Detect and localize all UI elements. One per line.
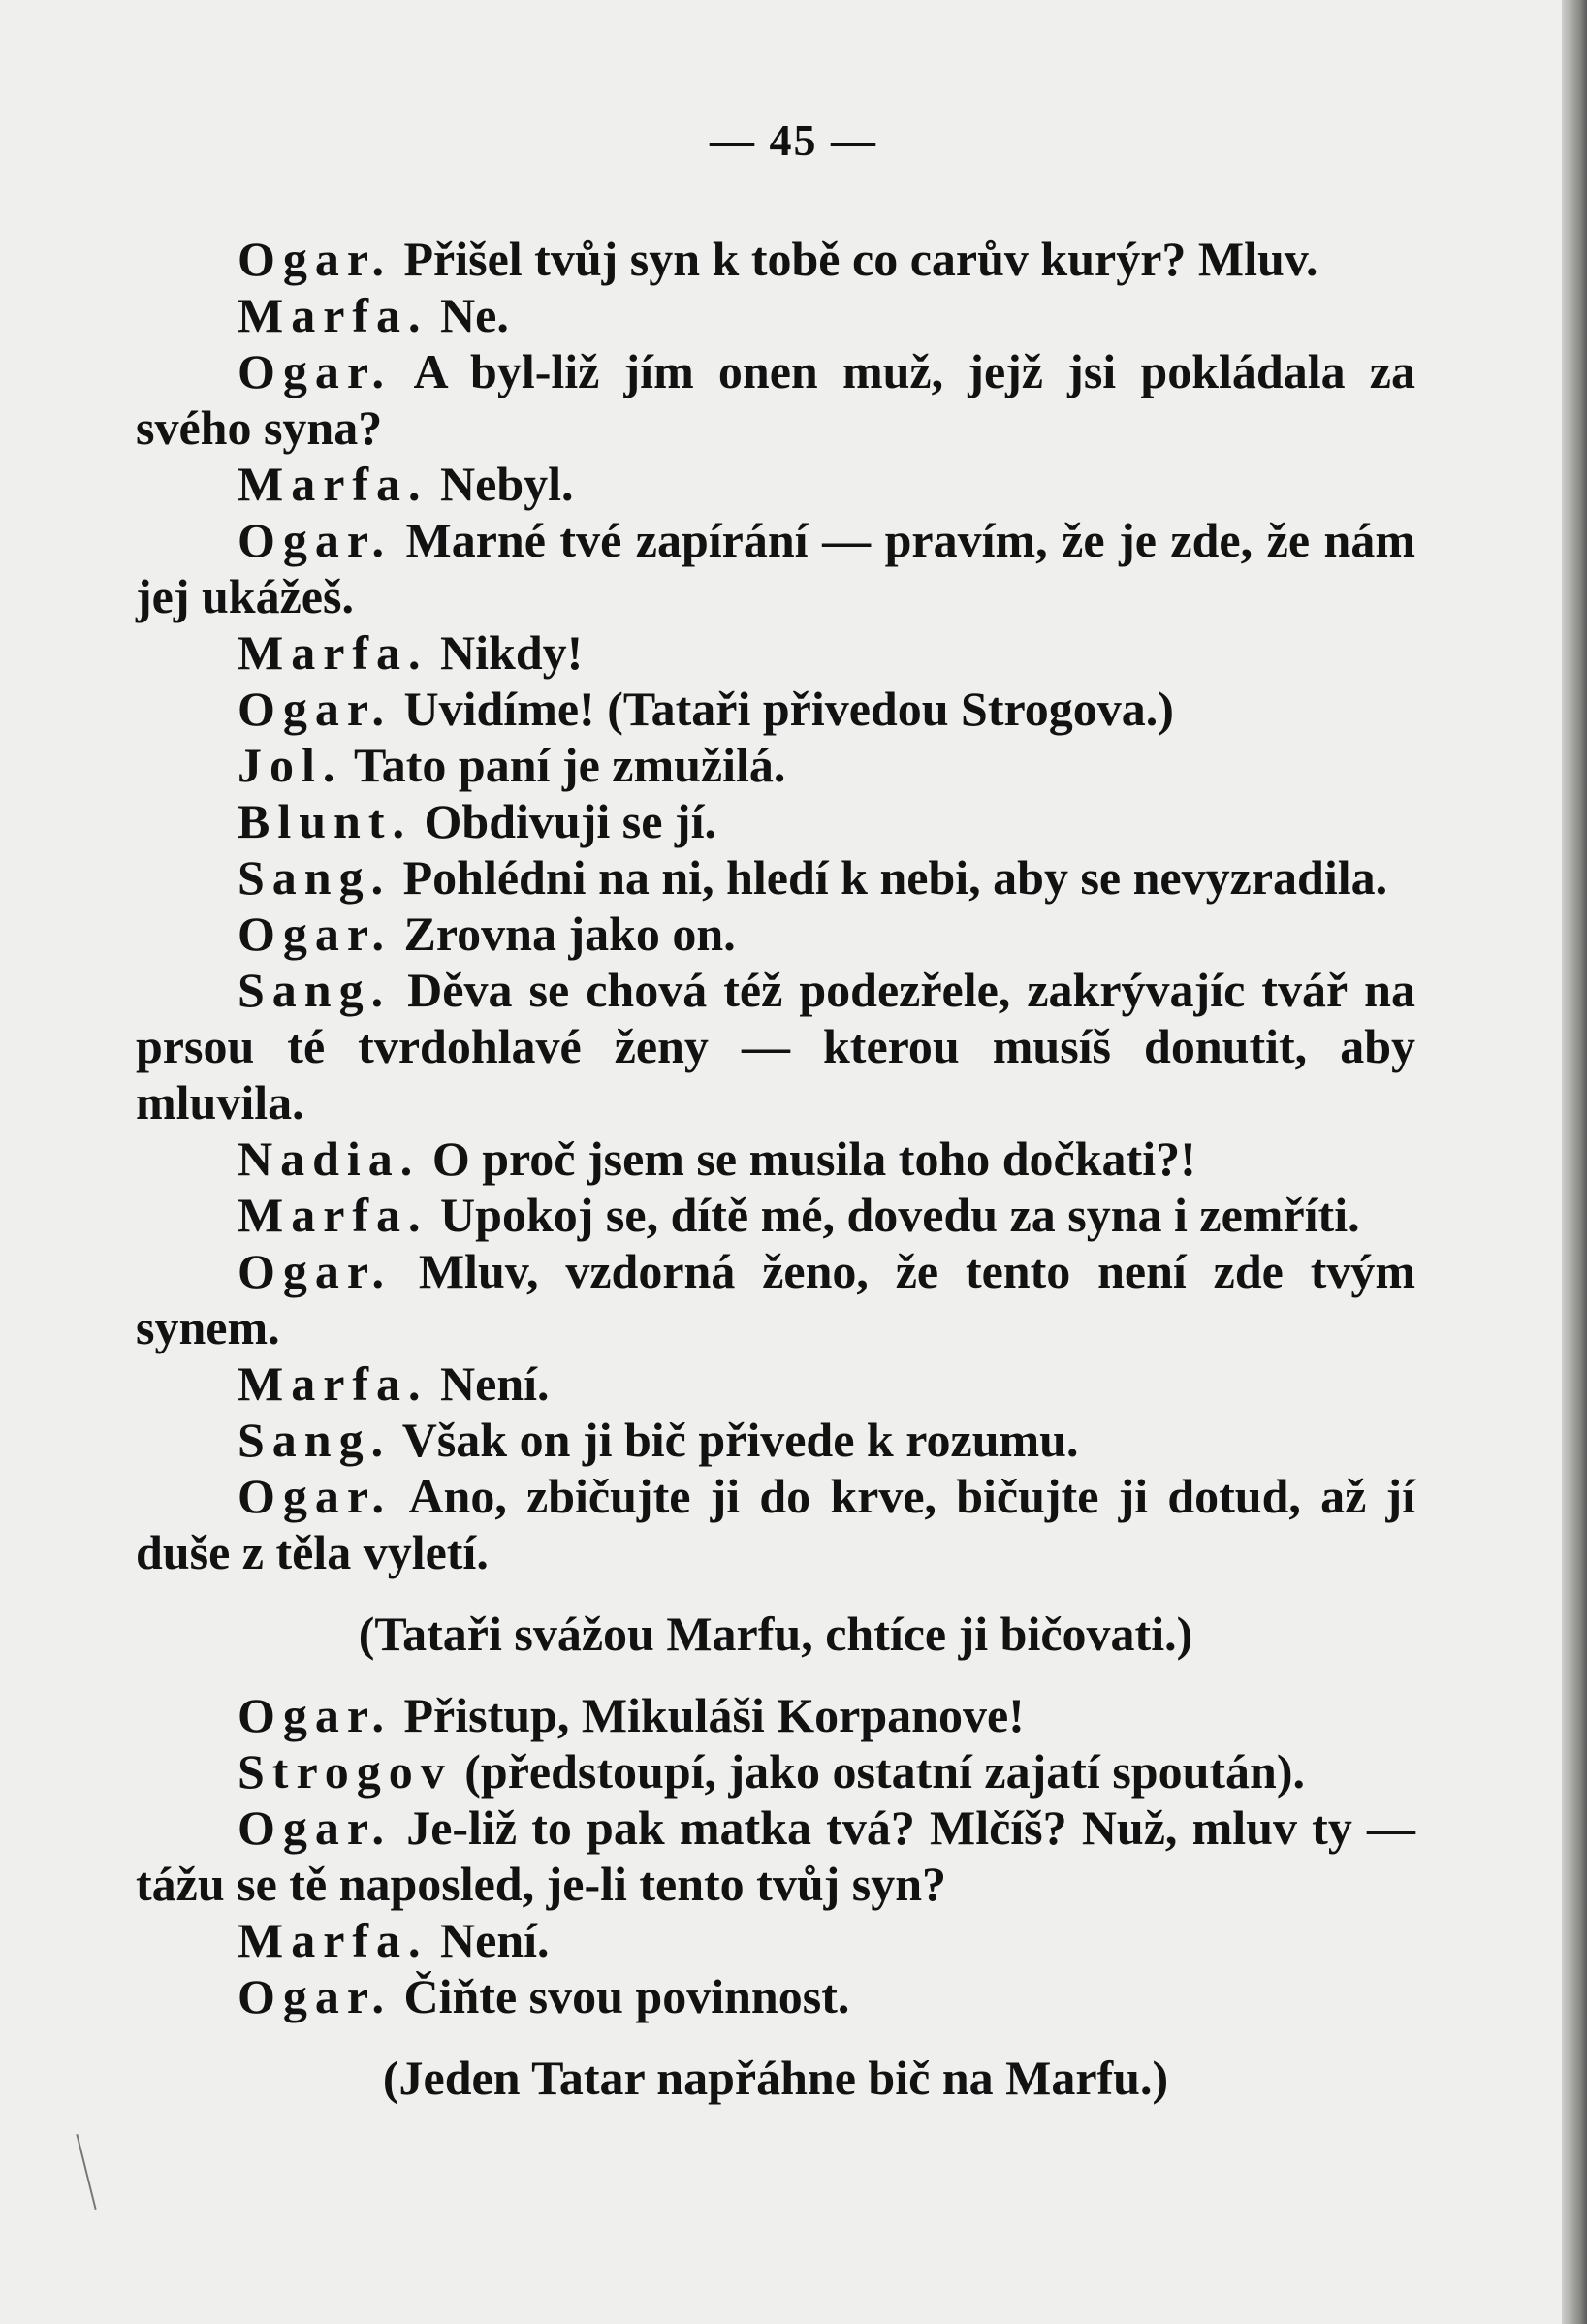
speaker-name: Sang. [238, 963, 392, 1017]
speech-text: (předstoupí, jako ostatní zajatí spoután). [464, 1744, 1305, 1799]
dialogue-line [136, 1130, 1415, 1187]
dialogue-line [136, 681, 1415, 737]
speech-text: Tato paní je zmužilá. [354, 738, 786, 792]
speech-text: Nebyl. [440, 457, 574, 511]
speaker-name: Ogar. [238, 344, 392, 398]
speech-text: Marné tvé zapírání — pravím, že je zde, že nám jej ukážeš. [136, 513, 1416, 623]
speech-text: Děva se chová též podezřele, zakrývajíc tvář na prsou té tvrdohlavé ženy — kterou musíš donutit, aby mluvila. [136, 963, 1415, 1130]
speech-text: Ne. [440, 288, 509, 342]
speech-text: Zrovna jako on. [403, 907, 736, 961]
speaker-name: Ogar. [238, 1800, 392, 1855]
speaker-name: Marfa. [238, 1913, 428, 1967]
dialogue-line [136, 1743, 1415, 1799]
speaker-name: Ogar. [238, 1469, 392, 1523]
stage-direction: (Jeden Tatar napřáhne bič na Marfu.) [382, 2051, 1169, 2105]
speaker-name: Marfa. [238, 1356, 428, 1411]
dialogue-text [136, 231, 1415, 2131]
dialogue-line [136, 512, 1415, 624]
speech-text: Obdivuji se jí. [424, 794, 716, 848]
speaker-name: Ogar. [238, 1244, 392, 1298]
dialogue-line [136, 793, 1415, 849]
dialogue-line [136, 287, 1415, 343]
dialogue-line [136, 343, 1415, 456]
speaker-name: Marfa. [238, 288, 428, 342]
dialogue-line [136, 1968, 1415, 2024]
dialogue-line [136, 1799, 1415, 1912]
speaker-name: Ogar. [238, 682, 392, 736]
speaker-name: Marfa. [238, 625, 428, 680]
speech-text: Uvidíme! (Tataři přivedou Strogova.) [403, 682, 1174, 736]
speaker-name: Jol. [238, 738, 343, 792]
speech-text: A byl-liž jím onen muž, jejž jsi pokládala za svého syna? [136, 344, 1415, 455]
speaker-name: Blunt. [238, 794, 413, 848]
speaker-name: Marfa. [238, 1188, 428, 1242]
speech-text: Mluv, vzdorná ženo, že tento není zde tvým synem. [136, 1244, 1416, 1354]
speech-text: Je-liž to pak matka tvá? Mlčíš? Nuž, mluv ty — tážu se tě naposled, je-li tento tvůj syn? [136, 1800, 1416, 1911]
dialogue-line [136, 962, 1415, 1130]
dialogue-line [136, 737, 1415, 793]
speaker-name: Ogar. [238, 232, 392, 286]
dialogue-line [136, 624, 1415, 681]
speaker-name: Ogar. [238, 907, 392, 961]
speaker-name: Ogar. [238, 1969, 392, 2023]
speech-text: Ano, zbičujte ji do krve, bičujte ji dotud, až jí duše z těla vyletí. [136, 1469, 1415, 1579]
speech-text: Nikdy! [440, 625, 584, 680]
speech-text: Přistup, Mikuláši Korpanove! [403, 1688, 1025, 1742]
speaker-name: Nadia. [238, 1131, 421, 1186]
dialogue-block-2 [136, 1687, 1415, 2024]
dialogue-line [136, 231, 1415, 287]
speech-text: Čiňte svou povinnost. [403, 1969, 850, 2023]
dialogue-line [136, 849, 1415, 906]
dialogue-line [136, 1412, 1415, 1468]
speech-text: Však on ji bič přivede k rozumu. [401, 1413, 1079, 1467]
speaker-name: Marfa. [238, 457, 428, 511]
speech-text: Není. [440, 1913, 550, 1967]
speech-text: Upokoj se, dítě mé, dovedu za syna i zemříti. [440, 1188, 1360, 1242]
page-number: — 45 — [710, 115, 877, 165]
speaker-name: Ogar. [238, 513, 392, 567]
dialogue-line [136, 456, 1415, 512]
dialogue-line [136, 1468, 1415, 1580]
dialogue-line [136, 1187, 1415, 1243]
speech-text: Přišel tvůj syn k tobě co carův kurýr? Mluv. [403, 232, 1318, 286]
speech-text: Pohlédni na ni, hledí k nebi, aby se nevyzradila. [402, 850, 1388, 905]
dialogue-line [136, 1243, 1415, 1355]
dialogue-block-1 [136, 231, 1415, 1580]
dialogue-line [136, 1355, 1415, 1412]
speech-text: Není. [440, 1356, 550, 1411]
speaker-name: Sang. [238, 850, 392, 905]
dialogue-line [136, 906, 1415, 962]
dialogue-line [136, 1687, 1415, 1743]
speaker-name: Sang. [238, 1413, 392, 1467]
speaker-name: Ogar. [238, 1688, 392, 1742]
stage-direction: (Tataři svážou Marfu, chtíce ji bičovati.) [358, 1607, 1193, 1661]
dialogue-line [136, 1912, 1415, 1968]
speech-text: O proč jsem se musila toho dočkati?! [431, 1131, 1196, 1186]
speaker-name: Strogov [238, 1744, 453, 1799]
page-edge-mark [76, 2134, 96, 2210]
